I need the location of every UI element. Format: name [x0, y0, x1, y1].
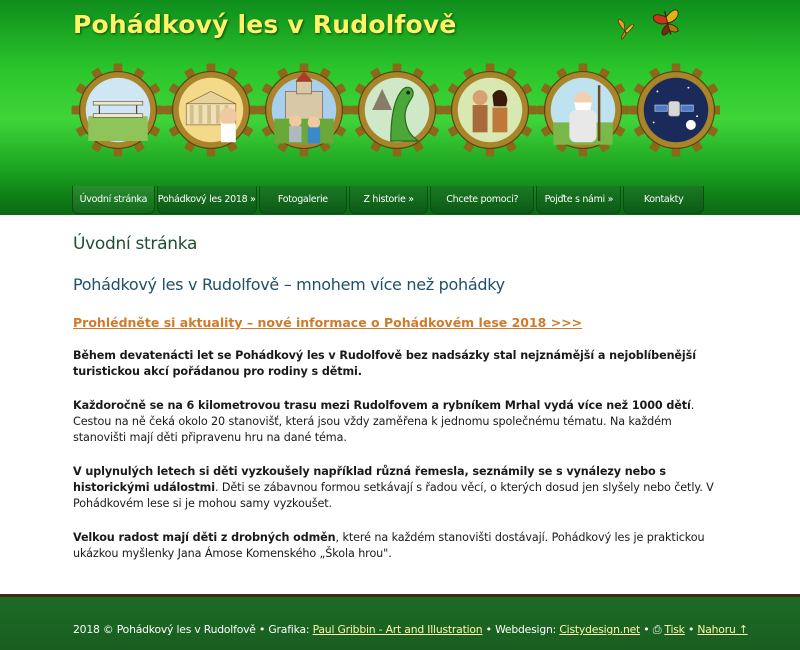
- paragraph-route-text: . Cestou na ně čeká okolo 20 stanovišť, která jsou vždy zaměřena k jednomu společnému tématu. Na každém stanovišti mají děti připravenu hru na dané téma.: [73, 399, 695, 444]
- footer-separator: • Grafika:: [255, 623, 313, 636]
- paragraph-history-bold: V uplynulých letech si děti vyzkoušely například různá řemesla, seznámily se s vynálezy nebo s historickými událostmi: [73, 465, 666, 494]
- footer-separator: • Webdesign:: [482, 623, 560, 636]
- footer-copyright: 2018 © Pohádkový les v Rudolfově: [73, 623, 256, 636]
- footer-separator: •: [640, 623, 653, 636]
- nav-item-uvodni-stranka[interactable]: Úvodní stránka: [72, 186, 155, 214]
- paragraph-route: [73, 398, 723, 446]
- nav-item-pojdte-s-nami[interactable]: Pojďte s námi »: [536, 186, 621, 214]
- gear-aeroplane: [72, 64, 165, 157]
- gear-space: [630, 64, 721, 157]
- print-icon[interactable]: ⎙: [652, 623, 665, 636]
- page-title: Úvodní stránka: [73, 234, 198, 254]
- nav-item-fotogalerie[interactable]: Fotogalerie: [259, 186, 348, 214]
- paragraph-intro-bold: Během devatenácti let se Pohádkový les v Rudolfově bez nadsázky stal nejznámější a nejoblíbenější turistickou akcí pořádanou pro rodiny s dětmi.: [73, 349, 696, 378]
- nav-item-kontakty[interactable]: Kontakty: [623, 186, 704, 214]
- paragraph-rewards: [73, 530, 723, 562]
- header-illustration: [70, 38, 720, 188]
- site-footer: [0, 594, 800, 650]
- site-header: [0, 0, 800, 215]
- gear-dinosaur: [351, 64, 444, 157]
- gear-temple: [165, 64, 258, 157]
- page-subtitle: Pohádkový les v Rudolfově – mnohem více než pohádky: [73, 275, 505, 294]
- butterfly-icon: [618, 19, 633, 39]
- butterfly-icon: [652, 8, 683, 38]
- footer-print-link[interactable]: Tisk: [664, 623, 685, 636]
- gear-cavemen: [444, 64, 537, 157]
- footer-webdesign-link[interactable]: Cistydesign.net: [559, 623, 641, 636]
- gear-wizard: [537, 64, 630, 157]
- paragraph-intro: [73, 348, 723, 380]
- main-nav: [72, 186, 704, 214]
- site-title[interactable]: Pohádkový les v Rudolfově: [73, 10, 457, 39]
- footer-line: [73, 623, 748, 637]
- footer-grafika-link[interactable]: Paul Gribbin - Art and Illustration: [312, 623, 483, 636]
- paragraph-route-bold: Každoročně se na 6 kilometrovou trasu mezi Rudolfovem a rybníkem Mrhal vydá více než 1000 dětí: [73, 399, 691, 412]
- paragraph-rewards-text: , které na každém stanovišti dostávají. Pohádkový les je praktickou ukázkou myšlenky Jana Ámose Komenského „Škola hrou".: [73, 531, 705, 560]
- paragraph-history-text: . Děti se zábavnou formou setkávají s řadou věcí, o kterých dosud jen slyšely nebo četly. V Pohádkovém lese si je mohou samy vyzkoušet.: [73, 481, 714, 510]
- nav-item-z-historie[interactable]: Z historie »: [349, 186, 428, 214]
- paragraph-history: [73, 464, 723, 512]
- nav-item-pohadkovy-les-2018[interactable]: Pohádkový les 2018 »: [157, 186, 257, 214]
- nav-item-chcete-pomoci[interactable]: Chcete pomoci?: [430, 186, 534, 214]
- gear-castle: [258, 64, 351, 157]
- footer-top-link[interactable]: Nahoru ↑: [697, 623, 748, 636]
- footer-separator: •: [684, 623, 698, 636]
- news-link[interactable]: Prohlédněte si aktuality – nové informace o Pohádkovém lese 2018 >>>: [73, 315, 583, 330]
- main-content: [73, 225, 723, 562]
- paragraph-rewards-bold: Velkou radost mají děti z drobných odměn: [73, 531, 336, 544]
